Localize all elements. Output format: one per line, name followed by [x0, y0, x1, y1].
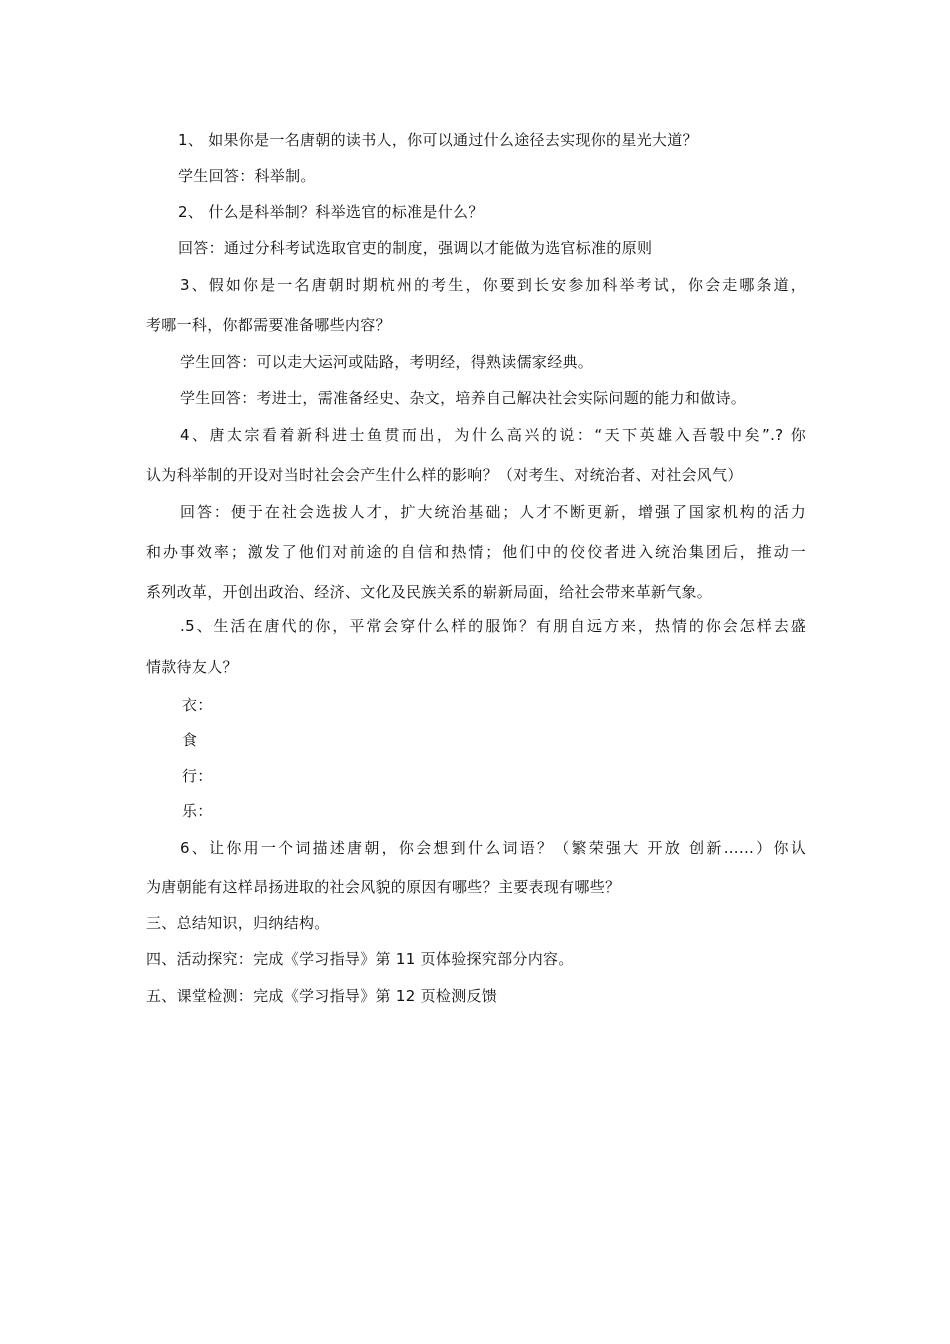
answer-4-line-1: 回答：便于在社会选拔人才，扩大统治基础；人才不断更新，增强了国家机构的活力 [180, 503, 806, 521]
item-clothing: 衣： [182, 696, 213, 714]
question-5-line-2: 情款待友人？ [146, 658, 238, 676]
section-four: 四、活动探究：完成《学习指导》第 11 页体验探究部分内容。 [146, 950, 574, 968]
answer-3a: 学生回答：可以走大运河或陆路，考明经，得熟读儒家经典。 [180, 353, 594, 371]
question-3-line-1: 3、假如你是一名唐朝时期杭州的考生，你要到长安参加科举考试，你会走哪条道， [180, 276, 806, 294]
item-food: 食 [182, 731, 198, 749]
answer-1: 学生回答：科举制。 [178, 167, 316, 185]
question-4-line-1: 4、唐太宗看着新科进士鱼贯而出，为什么高兴的说：“天下英雄入吾彀中矣”.? 你 [180, 426, 806, 444]
question-2: 2、 什么是科举制？科举选官的标准是什么？ [178, 203, 484, 221]
answer-4-line-2: 和办事效率；激发了他们对前途的自信和热情；他们中的佼佼者进入统治集团后，推动一 [146, 543, 806, 561]
question-5-line-1: .5、生活在唐代的你，平常会穿什么样的服饰？有朋自远方来，热情的你会怎样去盛 [180, 617, 806, 635]
question-6-line-2: 为唐朝能有这样昂扬进取的社会风貌的原因有哪些？主要表现有哪些？ [146, 878, 621, 896]
question-6-line-1: 6、让你用一个词描述唐朝，你会想到什么词语？（繁荣强大 开放 创新……）你认 [180, 839, 806, 857]
question-3-line-2: 考哪一科，你都需要准备哪些内容？ [146, 316, 391, 334]
question-4-line-2: 认为科举制的开设对当时社会会产生什么样的影响？（对考生、对统治者、对社会风气） [146, 466, 743, 484]
question-1: 1、 如果你是一名唐朝的读书人，你可以通过什么途径去实现你的星光大道？ [178, 131, 698, 149]
answer-3b: 学生回答：考进士，需准备经史、杂文，培养自己解决社会实际问题的能力和做诗。 [180, 389, 747, 407]
item-entertainment: 乐： [182, 802, 213, 820]
answer-2: 回答：通过分科考试选取官吏的制度，强调以才能做为选官标准的原则 [178, 239, 653, 257]
section-three: 三、总结知识，归纳结构。 [146, 914, 330, 932]
item-travel: 行： [182, 767, 213, 785]
section-five: 五、课堂检测：完成《学习指导》第 12 页检测反馈 [146, 987, 498, 1005]
answer-4-line-3: 系列改革，开创出政治、经济、文化及民族关系的崭新局面，给社会带来革新气象。 [146, 583, 713, 601]
